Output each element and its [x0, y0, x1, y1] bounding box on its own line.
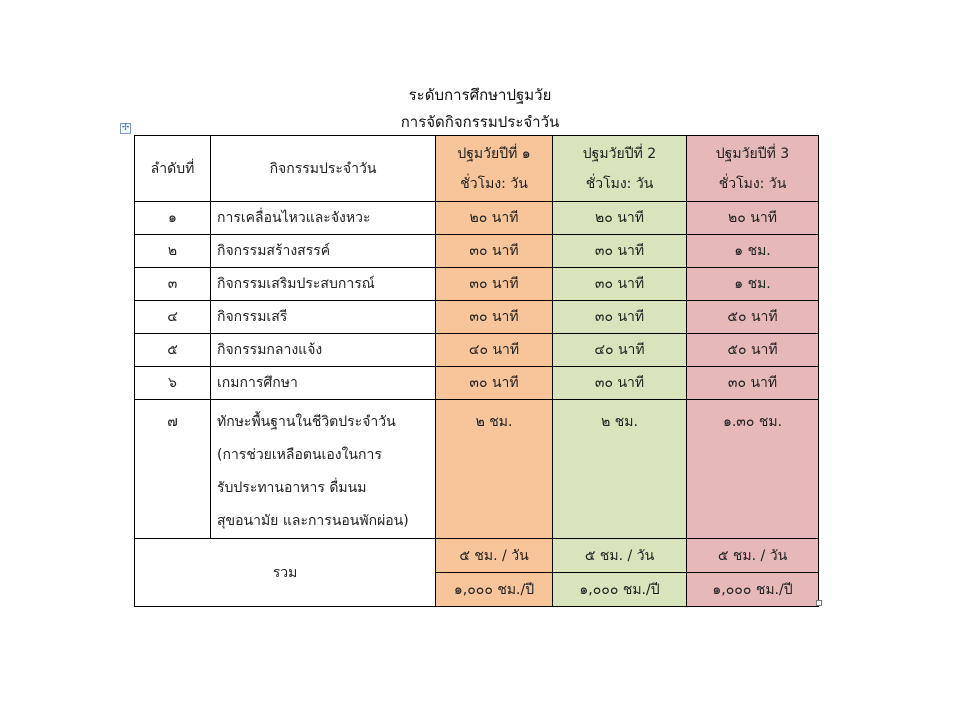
row-number: ๖ — [135, 367, 211, 400]
total-year-level2: ๑,๐๐๐ ชม./ปี — [553, 573, 687, 607]
row-number: ๕ — [135, 334, 211, 367]
row-level3: ๕๐ นาที — [687, 301, 819, 334]
header-level3-unit: ชั่วโมง: วัน — [718, 175, 787, 192]
row-level1: ๓๐ นาที — [436, 367, 553, 400]
row-number: ๑ — [135, 202, 211, 235]
row-level3: ๒๐ นาที — [687, 202, 819, 235]
table-header-row — [135, 136, 819, 202]
header-activity: กิจกรรมประจำวัน — [211, 136, 436, 202]
row-number: ๗ — [135, 400, 211, 539]
row-level2: ๒ ชม. — [553, 400, 687, 539]
row-activity: เกมการศึกษา — [211, 367, 436, 400]
activity-line: สุขอนามัย และการนอนพักผ่อน) — [217, 513, 409, 529]
total-day-level1: ๕ ชม. / วัน — [436, 539, 553, 573]
move-cross-icon[interactable]: ✢ — [121, 123, 130, 133]
total-row-per-day — [135, 539, 819, 573]
total-day-level3: ๕ ชม. / วัน — [687, 539, 819, 573]
row-level1: ๔๐ นาที — [436, 334, 553, 367]
table-row — [135, 202, 819, 235]
header-level3-name: ปฐมวัยปีที่ 3 — [715, 145, 790, 162]
row-level3: ๕๐ นาที — [687, 334, 819, 367]
row-level3: ๑ ชม. — [687, 268, 819, 301]
row-activity: กิจกรรมสร้างสรรค์ — [211, 235, 436, 268]
header-level1-unit: ชั่วโมง: วัน — [460, 175, 528, 192]
row-level2: ๓๐ นาที — [553, 301, 687, 334]
header-level3 — [687, 136, 819, 202]
header-level1-name: ปฐมวัยปีที่ ๑ — [457, 145, 531, 162]
header-level1 — [436, 136, 553, 202]
row-level2: ๓๐ นาที — [553, 268, 687, 301]
activity-line: รับประทานอาหาร ดื่มนม — [217, 480, 367, 496]
row-level3: ๑ ชม. — [687, 235, 819, 268]
row-activity: กิจกรรมเสรี — [211, 301, 436, 334]
header-level2-name: ปฐมวัยปีที่ 2 — [582, 145, 657, 162]
page-title: ระดับการศึกษาปฐมวัย — [408, 86, 552, 104]
row-level2: ๓๐ นาที — [553, 235, 687, 268]
row-level3: ๓๐ นาที — [687, 367, 819, 400]
activity-line: ทักษะพื้นฐานในชีวิตประจำวัน — [217, 414, 396, 430]
header-level2 — [553, 136, 687, 202]
row-activity: กิจกรรมกลางแจ้ง — [211, 334, 436, 367]
total-day-level2: ๕ ชม. / วัน — [553, 539, 687, 573]
row-activity: กิจกรรมเสริมประสบการณ์ — [211, 268, 436, 301]
row-activity — [211, 400, 436, 539]
row-activity: การเคลื่อนไหวและจังหวะ — [211, 202, 436, 235]
table-row — [135, 400, 819, 539]
row-level1: ๓๐ นาที — [436, 268, 553, 301]
page-subtitle: การจัดกิจกรรมประจำวัน — [400, 113, 560, 131]
row-level1: ๓๐ นาที — [436, 301, 553, 334]
row-level1: ๒๐ นาที — [436, 202, 553, 235]
header-order: ลำดับที่ — [135, 136, 211, 202]
row-level3: ๑.๓๐ ชม. — [687, 400, 819, 539]
row-level1: ๒ ชม. — [436, 400, 553, 539]
resize-square-icon[interactable] — [816, 600, 822, 606]
table-row — [135, 367, 819, 400]
total-year-level3: ๑,๐๐๐ ชม./ปี — [687, 573, 819, 607]
row-level2: ๔๐ นาที — [553, 334, 687, 367]
row-number: ๓ — [135, 268, 211, 301]
table-row — [135, 235, 819, 268]
row-number: ๒ — [135, 235, 211, 268]
row-level1: ๓๐ นาที — [436, 235, 553, 268]
activity-line: (การช่วยเหลือตนเองในการ — [217, 447, 382, 463]
table-row — [135, 334, 819, 367]
schedule-table — [134, 135, 819, 607]
row-level2: ๒๐ นาที — [553, 202, 687, 235]
total-label: รวม — [135, 539, 436, 607]
table-row — [135, 268, 819, 301]
row-number: ๔ — [135, 301, 211, 334]
table-row — [135, 301, 819, 334]
row-level2: ๓๐ นาที — [553, 367, 687, 400]
header-level2-unit: ชั่วโมง: วัน — [585, 175, 654, 192]
total-year-level1: ๑,๐๐๐ ชม./ปี — [436, 573, 553, 607]
